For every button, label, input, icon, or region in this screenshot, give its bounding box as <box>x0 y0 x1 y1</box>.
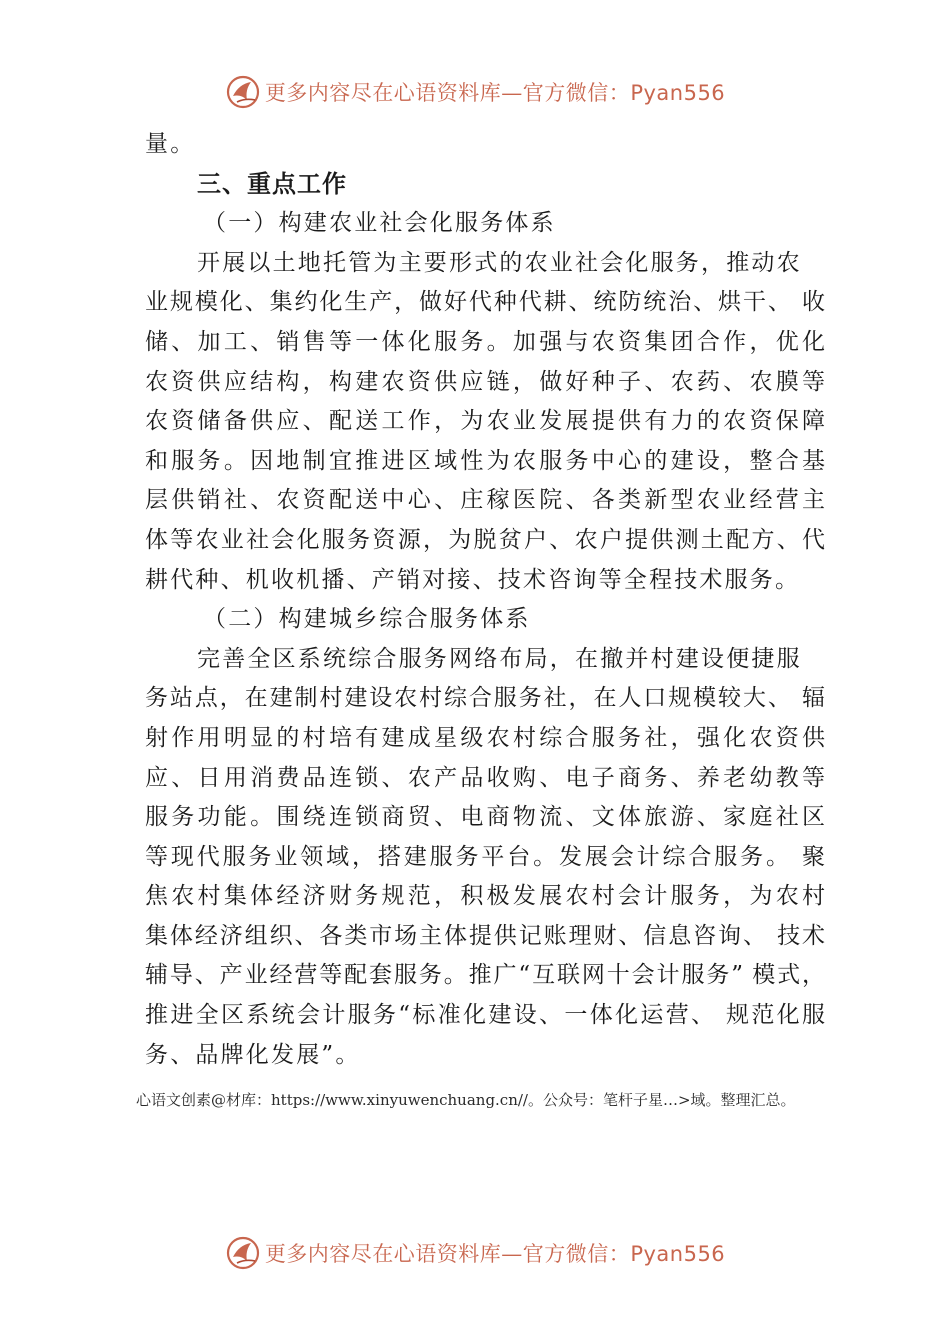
text-line: 体等农业社会化服务资源，为脱贫户、农户提供测土配方、代 <box>145 526 825 553</box>
banner-text-cn: 更多内容尽在心语资料库—官方微信： <box>264 81 631 105</box>
text-line: 等现代服务业领域，搭建服务平台。发展会计综合服务。 聚 <box>145 843 825 870</box>
banner-text <box>265 77 725 107</box>
text-line: 辅导、产业经营等配套服务。推广“互联网十会计服务” 模式， <box>145 962 825 989</box>
text-line: 务站点，在建制村建设农村综合服务社，在人口规模较大、 辐 <box>145 685 825 712</box>
document-body <box>145 125 825 1075</box>
source-footnote: 心语文创素@材库：https://www.xinyuwenchuang.cn//。公众号：笔杆子星…>域。整理汇总。 <box>136 1091 796 1109</box>
banner-text <box>265 1238 725 1268</box>
text-line: 农资储备供应、配送工作，为农业发展提供有力的农资保障 <box>145 408 825 435</box>
text-line: 层供销社、农资配送中心、庄稼医院、各类新型农业经营主 <box>145 487 825 514</box>
text-line: 应、日用消费品连锁、农产品收购、电子商务、养老幼教等 <box>145 764 825 791</box>
text-line: 量。 <box>145 131 196 157</box>
text-line: 储、加工、销售等一体化服务。加强与农资集团合作，优化 <box>145 328 825 355</box>
logo-icon <box>225 74 261 110</box>
text-line: 农资供应结构，构建农资供应链，做好种子、农药、农膜等 <box>145 368 825 395</box>
text-line: 推进全区系统会计服务“标准化建设、一体化运营、 规范化服 <box>145 1002 825 1029</box>
text-line: 完善全区系统综合服务网络布局，在撤并村建设便捷服 <box>197 645 802 672</box>
subsection-heading: （一）构建农业社会化服务体系 <box>203 210 556 237</box>
text-line: 和服务。因地制宜推进区域性为农服务中心的建设，整合基 <box>145 447 825 474</box>
text-line: 射作用明显的村培有建成星级农村综合服务社，强化农资供 <box>145 724 825 751</box>
text-line: 焦农村集体经济财务规范，积极发展农村会计服务，为农村 <box>145 883 825 910</box>
footer-banner <box>0 1231 950 1275</box>
banner-text-cn: 更多内容尽在心语资料库—官方微信： <box>264 1242 631 1266</box>
text-line: 开展以土地托管为主要形式的农业社会化服务，推动农 <box>197 249 802 276</box>
banner-text-en: Pyan556 <box>630 1242 726 1266</box>
text-line: 业规模化、集约化生产，做好代种代耕、统防统治、烘干、 收 <box>145 289 825 316</box>
text-line: 耕代种、机收机播、产销对接、技术咨询等全程技术服务。 <box>145 566 801 593</box>
text-line: 服务功能。围绕连锁商贸、电商物流、文体旅游、家庭社区 <box>145 804 825 831</box>
section-heading: 三、重点工作 <box>197 169 347 198</box>
banner-text-en: Pyan556 <box>630 81 726 105</box>
header-banner <box>0 70 950 114</box>
text-line: 务、品牌化发展”。 <box>145 1041 361 1068</box>
logo-icon <box>225 1235 261 1271</box>
subsection-heading: （二）构建城乡综合服务体系 <box>203 606 531 633</box>
text-line: 集体经济组织、各类市场主体提供记账理财、信息咨询、 技术 <box>145 922 825 949</box>
